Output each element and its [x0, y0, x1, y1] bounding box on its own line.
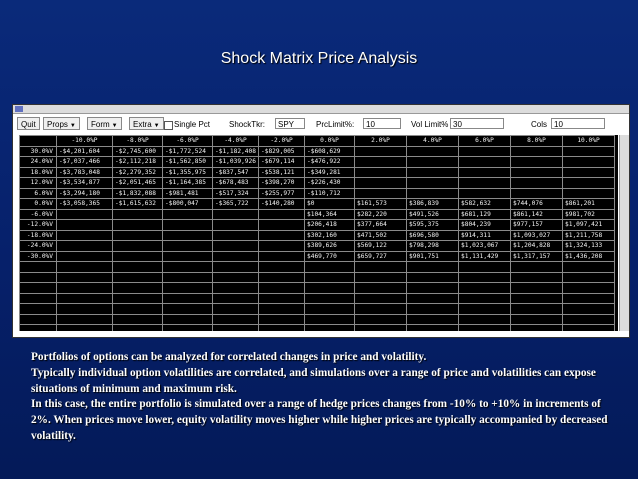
matrix-cell[interactable]	[407, 188, 459, 199]
matrix-cell[interactable]	[407, 283, 459, 294]
matrix-cell[interactable]	[57, 283, 113, 294]
matrix-cell[interactable]: $161,573	[355, 199, 407, 210]
vol-limit-value: 30	[453, 120, 462, 129]
row-header[interactable]: 18.0%V	[20, 167, 57, 178]
matrix-cell[interactable]	[563, 178, 615, 189]
row-header[interactable]	[20, 325, 57, 332]
matrix-cell[interactable]	[113, 209, 163, 220]
vol-limit-label: Vol Limit%	[411, 120, 449, 129]
row-header[interactable]: -30.0%V	[20, 251, 57, 262]
matrix-cell[interactable]	[57, 251, 113, 262]
matrix-cell[interactable]	[511, 167, 563, 178]
matrix-cell[interactable]	[213, 262, 259, 273]
matrix-cell[interactable]: $491,526	[407, 209, 459, 220]
matrix-cell[interactable]: $1,023,067	[459, 241, 511, 252]
matrix-cell[interactable]: -$7,037,466	[57, 157, 113, 168]
matrix-cell[interactable]	[163, 220, 213, 231]
column-header: 2.0%P	[355, 136, 407, 147]
table-row	[20, 293, 615, 304]
matrix-cell[interactable]: -$981,481	[163, 188, 213, 199]
row-header[interactable]	[20, 314, 57, 325]
table-row	[20, 146, 615, 157]
matrix-cell[interactable]	[355, 272, 407, 283]
matrix-cell[interactable]	[163, 241, 213, 252]
matrix-cell[interactable]	[407, 167, 459, 178]
description-paragraph: In this case, the entire portfolio is simulated over a range of hedge prices changes from -10% to +10% in increments of 2%. When prices move lower, equity volatility moves higher while higher prices are typically accompanied by decreased volatility.	[31, 398, 608, 442]
extra-label: Extra	[133, 120, 152, 129]
matrix-cell[interactable]	[459, 188, 511, 199]
matrix-cell[interactable]	[355, 188, 407, 199]
matrix-cell[interactable]	[213, 283, 259, 294]
table-row	[20, 283, 615, 294]
table-row	[20, 262, 615, 273]
matrix-cell[interactable]	[163, 251, 213, 262]
matrix-cell[interactable]	[259, 220, 305, 231]
matrix-cell[interactable]	[511, 188, 563, 199]
matrix-cell[interactable]	[57, 209, 113, 220]
table-row	[20, 157, 615, 168]
matrix-cell[interactable]: $206,418	[305, 220, 355, 231]
matrix-cell[interactable]	[459, 325, 511, 332]
props-menu[interactable]	[43, 117, 80, 130]
cols-input[interactable]	[551, 118, 605, 129]
matrix-cell[interactable]: $914,311	[459, 230, 511, 241]
matrix-cell[interactable]: $1,097,421	[563, 220, 615, 231]
matrix-cell[interactable]: -$1,832,088	[113, 188, 163, 199]
matrix-cell[interactable]	[407, 293, 459, 304]
matrix-cell[interactable]	[459, 178, 511, 189]
matrix-cell[interactable]	[511, 272, 563, 283]
matrix-cell[interactable]: $798,298	[407, 241, 459, 252]
matrix-cell[interactable]	[305, 314, 355, 325]
matrix-cell[interactable]: -$140,280	[259, 199, 305, 210]
matrix-cell[interactable]: -$538,121	[259, 167, 305, 178]
matrix-cell[interactable]: $804,239	[459, 220, 511, 231]
matrix-cell[interactable]	[163, 283, 213, 294]
matrix-cell[interactable]	[57, 241, 113, 252]
matrix-cell[interactable]: -$1,562,850	[163, 157, 213, 168]
matrix-cell[interactable]	[213, 209, 259, 220]
quit-button[interactable]: Quit	[17, 117, 40, 130]
column-header: 6.0%P	[459, 136, 511, 147]
matrix-cell[interactable]	[355, 167, 407, 178]
matrix-cell[interactable]	[259, 304, 305, 315]
matrix-cell[interactable]	[305, 283, 355, 294]
table-row	[20, 230, 615, 241]
shock-ticker-select[interactable]	[275, 118, 305, 129]
row-header[interactable]	[20, 272, 57, 283]
matrix-cell[interactable]: -$365,722	[213, 199, 259, 210]
table-row	[20, 304, 615, 315]
column-header: 8.0%P	[511, 136, 563, 147]
matrix-cell[interactable]	[163, 262, 213, 273]
matrix-cell[interactable]: -$2,745,600	[113, 146, 163, 157]
matrix-cell[interactable]: $1,204,828	[511, 241, 563, 252]
matrix-cell[interactable]	[563, 167, 615, 178]
matrix-cell[interactable]	[407, 272, 459, 283]
matrix-cell[interactable]	[407, 178, 459, 189]
matrix-cell[interactable]: -$3,783,048	[57, 167, 113, 178]
table-row	[20, 314, 615, 325]
app-window	[12, 104, 630, 338]
row-header[interactable]: -12.0%V	[20, 220, 57, 231]
matrix-cell[interactable]: -$608,629	[305, 146, 355, 157]
matrix-cell[interactable]	[259, 293, 305, 304]
matrix-cell[interactable]	[511, 146, 563, 157]
matrix-cell[interactable]	[57, 314, 113, 325]
matrix-cell[interactable]: $861,201	[563, 199, 615, 210]
matrix-header-row	[20, 136, 615, 147]
matrix-cell[interactable]: -$3,534,877	[57, 178, 113, 189]
matrix-cell[interactable]	[563, 304, 615, 315]
matrix-cell[interactable]	[459, 146, 511, 157]
matrix-cell[interactable]: -$800,047	[163, 199, 213, 210]
slide-description	[31, 350, 611, 445]
matrix-cell[interactable]: -$837,547	[213, 167, 259, 178]
matrix-cell[interactable]	[213, 220, 259, 231]
matrix-cell[interactable]: -$829,005	[259, 146, 305, 157]
matrix-cell[interactable]: -$4,201,604	[57, 146, 113, 157]
matrix-cell[interactable]	[355, 178, 407, 189]
matrix-cell[interactable]	[57, 304, 113, 315]
matrix-cell[interactable]	[355, 157, 407, 168]
matrix-cell[interactable]	[459, 262, 511, 273]
table-row	[20, 220, 615, 231]
matrix-cell[interactable]	[511, 314, 563, 325]
matrix-cell[interactable]: $1,317,157	[511, 251, 563, 262]
matrix-cell[interactable]	[163, 293, 213, 304]
matrix-cell[interactable]	[113, 325, 163, 332]
table-row	[20, 209, 615, 220]
matrix-cell[interactable]	[213, 304, 259, 315]
matrix-cell[interactable]	[511, 304, 563, 315]
matrix-cell[interactable]: $1,436,208	[563, 251, 615, 262]
matrix-cell[interactable]: $389,626	[305, 241, 355, 252]
matrix-cell[interactable]	[57, 272, 113, 283]
matrix-cell[interactable]	[563, 272, 615, 283]
chevron-down-icon: ▼	[69, 123, 76, 129]
form-menu[interactable]	[87, 117, 122, 130]
matrix-cell[interactable]: $569,122	[355, 241, 407, 252]
chevron-down-icon: ▼	[111, 123, 118, 129]
matrix-cell[interactable]	[163, 325, 213, 332]
matrix-cell[interactable]	[459, 314, 511, 325]
matrix-cell[interactable]	[563, 146, 615, 157]
matrix-cell[interactable]	[355, 314, 407, 325]
matrix-cell[interactable]: -$2,112,218	[113, 157, 163, 168]
matrix-cell[interactable]: -$349,281	[305, 167, 355, 178]
matrix-cell[interactable]	[511, 283, 563, 294]
column-header: 4.0%P	[407, 136, 459, 147]
matrix-cell[interactable]	[57, 293, 113, 304]
matrix-cell[interactable]	[259, 241, 305, 252]
matrix-cell[interactable]: $1,131,429	[459, 251, 511, 262]
matrix-cell[interactable]	[259, 251, 305, 262]
matrix-cell[interactable]	[407, 304, 459, 315]
matrix-cell[interactable]	[163, 230, 213, 241]
vol-limit-input[interactable]	[450, 118, 504, 129]
matrix-cell[interactable]: $901,751	[407, 251, 459, 262]
matrix-cell[interactable]: $1,324,133	[563, 241, 615, 252]
matrix-cell[interactable]: $1,211,758	[563, 230, 615, 241]
matrix-cell[interactable]	[113, 230, 163, 241]
row-header[interactable]: -18.0%V	[20, 230, 57, 241]
matrix-cell[interactable]: $595,375	[407, 220, 459, 231]
matrix-cell[interactable]	[113, 283, 163, 294]
row-header[interactable]: 30.0%V	[20, 146, 57, 157]
row-header[interactable]: 24.0%V	[20, 157, 57, 168]
chevron-down-icon: ▼	[153, 123, 160, 129]
matrix-cell[interactable]: -$679,114	[259, 157, 305, 168]
matrix-cell[interactable]	[459, 167, 511, 178]
extra-menu[interactable]	[129, 117, 164, 130]
matrix-cell[interactable]	[563, 325, 615, 332]
matrix-cell[interactable]: $386,839	[407, 199, 459, 210]
matrix-cell[interactable]	[563, 283, 615, 294]
matrix-cell[interactable]	[113, 314, 163, 325]
matrix-cell[interactable]	[563, 293, 615, 304]
matrix-cell[interactable]: $582,632	[459, 199, 511, 210]
matrix-cell[interactable]	[57, 220, 113, 231]
matrix-cell[interactable]	[511, 293, 563, 304]
matrix-cell[interactable]: -$1,772,524	[163, 146, 213, 157]
matrix-cell[interactable]	[459, 157, 511, 168]
matrix-cell[interactable]	[113, 304, 163, 315]
matrix-cell[interactable]	[305, 304, 355, 315]
column-header: -2.0%P	[259, 136, 305, 147]
matrix-cell[interactable]	[259, 314, 305, 325]
matrix-cell[interactable]	[305, 272, 355, 283]
table-row	[20, 199, 615, 210]
column-header: 0.0%P	[305, 136, 355, 147]
column-header: -10.0%P	[57, 136, 113, 147]
window-titlebar[interactable]	[13, 105, 629, 114]
matrix-cell[interactable]: -$1,039,926	[213, 157, 259, 168]
matrix-cell[interactable]	[355, 262, 407, 273]
matrix-cell[interactable]: -$1,182,408	[213, 146, 259, 157]
matrix-cell[interactable]: $282,220	[355, 209, 407, 220]
matrix-cell[interactable]: -$2,051,465	[113, 178, 163, 189]
row-header[interactable]: -6.0%V	[20, 209, 57, 220]
matrix-corner-cell	[20, 136, 57, 147]
matrix-cell[interactable]	[355, 293, 407, 304]
matrix-cell[interactable]	[259, 262, 305, 273]
column-header: 10.0%P	[563, 136, 615, 147]
table-row	[20, 272, 615, 283]
matrix-cell[interactable]	[355, 304, 407, 315]
matrix-cell[interactable]	[113, 241, 163, 252]
matrix-cell[interactable]	[407, 146, 459, 157]
matrix-cell[interactable]: $302,160	[305, 230, 355, 241]
matrix-cell[interactable]	[563, 157, 615, 168]
matrix-cell[interactable]	[355, 146, 407, 157]
matrix-cell[interactable]: -$2,279,352	[113, 167, 163, 178]
matrix-cell[interactable]	[563, 262, 615, 273]
shock-matrix-table	[19, 135, 615, 331]
matrix-cell[interactable]	[459, 283, 511, 294]
matrix-cell[interactable]	[459, 304, 511, 315]
matrix-cell[interactable]: -$255,977	[259, 188, 305, 199]
matrix-cell[interactable]: $1,093,027	[511, 230, 563, 241]
shock-matrix-grid	[19, 135, 618, 331]
slide-title: Shock Matrix Price Analysis	[220, 50, 418, 67]
matrix-cell[interactable]	[459, 293, 511, 304]
matrix-cell[interactable]	[259, 230, 305, 241]
matrix-cell[interactable]	[213, 230, 259, 241]
matrix-cell[interactable]: -$226,430	[305, 178, 355, 189]
toolbar	[13, 114, 629, 134]
matrix-cell[interactable]: $861,142	[511, 209, 563, 220]
matrix-cell[interactable]	[163, 304, 213, 315]
matrix-cell[interactable]	[511, 325, 563, 332]
row-header[interactable]	[20, 304, 57, 315]
form-label: Form	[91, 120, 110, 129]
description-paragraph: Typically individual option volatilities are correlated, and simulations over a range of price and volatilities can expose situations of minimum and maximum risk.	[31, 366, 596, 395]
matrix-cell[interactable]: -$3,294,180	[57, 188, 113, 199]
price-limit-value: 10	[366, 120, 375, 129]
matrix-cell[interactable]	[213, 314, 259, 325]
row-header[interactable]	[20, 293, 57, 304]
matrix-cell[interactable]	[355, 325, 407, 332]
matrix-cell[interactable]	[259, 325, 305, 332]
shock-ticker-value: SPY	[278, 120, 295, 129]
table-row	[20, 241, 615, 252]
matrix-cell[interactable]: -$1,164,385	[163, 178, 213, 189]
matrix-cell[interactable]	[305, 293, 355, 304]
matrix-cell[interactable]: $469,770	[305, 251, 355, 262]
row-header[interactable]: -24.0%V	[20, 241, 57, 252]
matrix-cell[interactable]: $744,076	[511, 199, 563, 210]
matrix-cell[interactable]	[563, 314, 615, 325]
matrix-cell[interactable]: -$3,058,365	[57, 199, 113, 210]
matrix-cell[interactable]: $0	[305, 199, 355, 210]
row-header[interactable]	[20, 262, 57, 273]
description-paragraph: Portfolios of options can be analyzed for correlated changes in price and volatility.	[31, 351, 427, 363]
vertical-scrollbar[interactable]	[619, 135, 629, 331]
price-limit-input[interactable]	[363, 118, 401, 129]
column-header: -6.0%P	[163, 136, 213, 147]
matrix-cell[interactable]	[113, 293, 163, 304]
matrix-cell[interactable]	[113, 220, 163, 231]
single-pct-label: Single Pct	[174, 120, 211, 129]
matrix-cell[interactable]	[213, 325, 259, 332]
matrix-cell[interactable]	[355, 283, 407, 294]
matrix-cell[interactable]	[213, 293, 259, 304]
matrix-cell[interactable]	[407, 262, 459, 273]
matrix-cell[interactable]: $471,502	[355, 230, 407, 241]
matrix-cell[interactable]	[57, 325, 113, 332]
matrix-cell[interactable]	[459, 272, 511, 283]
matrix-cell[interactable]	[407, 325, 459, 332]
matrix-cell[interactable]	[57, 262, 113, 273]
matrix-cell[interactable]: $681,129	[459, 209, 511, 220]
cols-label: Cols	[531, 120, 548, 129]
props-label: Props	[47, 120, 68, 129]
matrix-cell[interactable]	[163, 272, 213, 283]
matrix-cell[interactable]	[511, 157, 563, 168]
table-row	[20, 251, 615, 262]
matrix-cell[interactable]: $981,702	[563, 209, 615, 220]
matrix-cell[interactable]	[407, 314, 459, 325]
row-header[interactable]: 12.0%V	[20, 178, 57, 189]
matrix-cell[interactable]	[407, 157, 459, 168]
matrix-cell[interactable]: -$1,615,632	[113, 199, 163, 210]
single-pct-checkbox[interactable]	[164, 121, 173, 130]
matrix-cell[interactable]: $659,727	[355, 251, 407, 262]
table-row	[20, 188, 615, 199]
matrix-cell[interactable]	[511, 262, 563, 273]
column-header: -8.0%P	[113, 136, 163, 147]
cols-value: 10	[554, 120, 563, 129]
matrix-cell[interactable]	[163, 209, 213, 220]
matrix-cell[interactable]	[113, 272, 163, 283]
matrix-cell[interactable]: $377,664	[355, 220, 407, 231]
matrix-cell[interactable]: -$110,712	[305, 188, 355, 199]
table-row	[20, 325, 615, 332]
row-header[interactable]: 6.0%V	[20, 188, 57, 199]
matrix-cell[interactable]	[213, 272, 259, 283]
matrix-cell[interactable]	[213, 251, 259, 262]
matrix-cell[interactable]: -$398,270	[259, 178, 305, 189]
price-limit-label: PrcLimit%:	[316, 120, 355, 129]
matrix-cell[interactable]: $696,580	[407, 230, 459, 241]
shock-ticker-label: ShockTkr:	[229, 120, 266, 129]
matrix-cell[interactable]: -$476,922	[305, 157, 355, 168]
matrix-cell[interactable]	[259, 272, 305, 283]
matrix-cell[interactable]	[305, 325, 355, 332]
matrix-cell[interactable]	[163, 314, 213, 325]
column-header: -4.0%P	[213, 136, 259, 147]
table-row	[20, 178, 615, 189]
row-header[interactable]: 0.0%V	[20, 199, 57, 210]
matrix-cell[interactable]: -$1,355,975	[163, 167, 213, 178]
matrix-cell[interactable]	[563, 188, 615, 199]
matrix-cell[interactable]	[113, 262, 163, 273]
matrix-cell[interactable]	[305, 262, 355, 273]
row-header[interactable]	[20, 283, 57, 294]
matrix-cell[interactable]	[511, 178, 563, 189]
matrix-cell[interactable]: $104,364	[305, 209, 355, 220]
matrix-cell[interactable]	[113, 251, 163, 262]
matrix-cell[interactable]	[259, 209, 305, 220]
app-icon	[15, 106, 23, 112]
matrix-cell[interactable]	[259, 283, 305, 294]
matrix-cell[interactable]: -$678,483	[213, 178, 259, 189]
matrix-cell[interactable]: -$517,324	[213, 188, 259, 199]
matrix-cell[interactable]: $977,157	[511, 220, 563, 231]
table-row	[20, 167, 615, 178]
matrix-cell[interactable]	[213, 241, 259, 252]
matrix-cell[interactable]	[57, 230, 113, 241]
